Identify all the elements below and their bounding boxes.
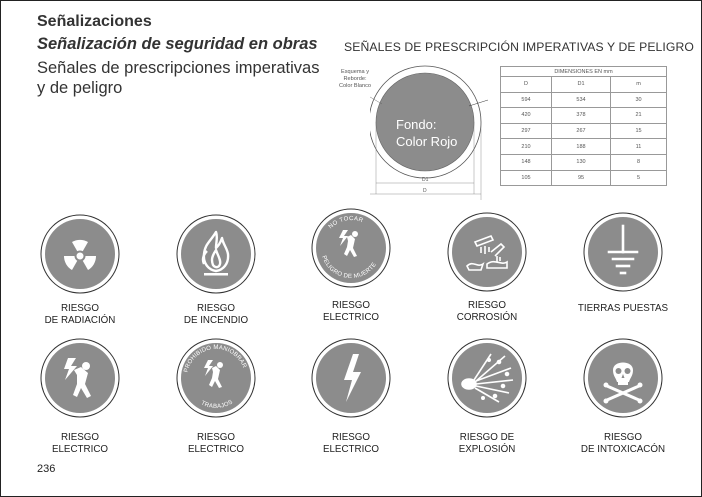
electric-no-touch-sign: [311, 208, 391, 288]
page-number: 236: [37, 463, 56, 475]
caption-line2: ELECTRICO: [322, 443, 380, 455]
ring-text-bottom: PELIGRO DE MUERTE: [320, 254, 379, 281]
sign-caption: [15, 432, 145, 455]
caption-line2: CORROSIÓN: [456, 311, 518, 323]
table-cell: 188: [552, 139, 611, 155]
dimension-d-label: D: [423, 188, 427, 194]
table-row: [501, 108, 667, 124]
table-row: [501, 154, 667, 170]
ring-text-bottom: TRABAJOS: [199, 399, 235, 411]
table-header: D: [501, 77, 552, 93]
ring-text-top: PROHIBIDO MANIOBRAR: [183, 344, 248, 374]
table-header: m: [611, 77, 667, 93]
page-subtitle: Señalización de seguridad en obras: [37, 35, 318, 53]
caption-line1: RIESGO DE: [459, 432, 515, 443]
table-row: [501, 139, 667, 155]
table-cell: 5: [611, 170, 667, 186]
ring-text-top: NO TOCAR: [327, 215, 364, 231]
caption-line1: RIESGO: [603, 432, 643, 443]
table-cell: 105: [501, 170, 552, 186]
table-row: [501, 92, 667, 108]
spec-title: SEÑALES DE PRESCRIPCIÓN IMPERATIVAS Y DE PELIGRO: [344, 40, 694, 54]
spec-note-line3: Color Blanco: [339, 82, 372, 89]
ground-sign: [583, 212, 663, 292]
section-heading: [37, 58, 337, 98]
sample-fill-line2: Color Rojo: [396, 134, 458, 149]
sign-caption: [422, 300, 552, 323]
table-caption: DIMENSIONES EN mm: [501, 67, 667, 77]
table-cell: 30: [611, 92, 667, 108]
sign-caption: [558, 303, 688, 315]
caption-line2: DE INTOXICACÓN: [580, 443, 666, 455]
table-cell: 594: [501, 92, 552, 108]
explosion-sign: [447, 338, 527, 418]
spec-note: [339, 69, 371, 89]
sign-dimension-diagram: [370, 62, 495, 202]
section-heading-line2: y de peligro: [37, 79, 123, 97]
table-header-row: [501, 77, 667, 93]
table-cell: 534: [552, 92, 611, 108]
table-cell: 267: [552, 123, 611, 139]
table-cell: 21: [611, 108, 667, 124]
dimensions-table: [500, 66, 667, 186]
caption-line1: RIESGO: [60, 432, 100, 443]
table-cell: 378: [552, 108, 611, 124]
caption-line1: RIESGO: [60, 303, 100, 314]
sign-caption: [422, 432, 552, 455]
table-row: [501, 123, 667, 139]
sign-caption: [151, 303, 281, 326]
toxic-sign: [583, 338, 663, 418]
caption-line1: RIESGO: [196, 432, 236, 443]
dimension-d1-label: D1: [422, 177, 429, 183]
caption-line2: DE INCENDIO: [183, 314, 249, 326]
caption-line2: ELECTRICO: [51, 443, 109, 455]
caption-line1: TIERRAS PUESTAS: [577, 303, 669, 314]
spec-note-line1: Esquema y: [341, 69, 369, 75]
electric-person-sign: [40, 338, 120, 418]
table-cell: 11: [611, 139, 667, 155]
table-caption-row: [501, 67, 667, 77]
sign-caption: [286, 300, 416, 323]
lightning-sign: [311, 338, 391, 418]
electric-no-operate-sign: [176, 338, 256, 418]
table-row: [501, 170, 667, 186]
table-cell: 130: [552, 154, 611, 170]
table-cell: 15: [611, 123, 667, 139]
sign-caption: [151, 432, 281, 455]
caption-line2: ELECTRICO: [187, 443, 245, 455]
page-title: Señalizaciones: [37, 13, 152, 30]
fire-sign: [176, 214, 256, 294]
table-cell: 148: [501, 154, 552, 170]
table-header: D1: [552, 77, 611, 93]
sign-caption: [15, 303, 145, 326]
table-cell: 420: [501, 108, 552, 124]
caption-line2: EXPLOSIÓN: [458, 443, 516, 455]
caption-line1: RIESGO: [331, 300, 371, 311]
section-heading-line1: Señales de prescripciones imperativas: [37, 59, 320, 77]
corrosion-sign: [447, 212, 527, 292]
sign-caption: [286, 432, 416, 455]
caption-line1: RIESGO: [467, 300, 507, 311]
table-cell: 210: [501, 139, 552, 155]
spec-note-line2: Reborde:: [343, 75, 367, 82]
sign-caption: [558, 432, 688, 455]
radiation-sign: [40, 214, 120, 294]
table-cell: 95: [552, 170, 611, 186]
caption-line1: RIESGO: [331, 432, 371, 443]
caption-line2: DE RADIACIÓN: [44, 314, 116, 326]
caption-line2: ELECTRICO: [322, 311, 380, 323]
table-cell: 8: [611, 154, 667, 170]
sample-fill-line1: Fondo:: [396, 117, 437, 132]
caption-line1: RIESGO: [196, 303, 236, 314]
table-cell: 297: [501, 123, 552, 139]
